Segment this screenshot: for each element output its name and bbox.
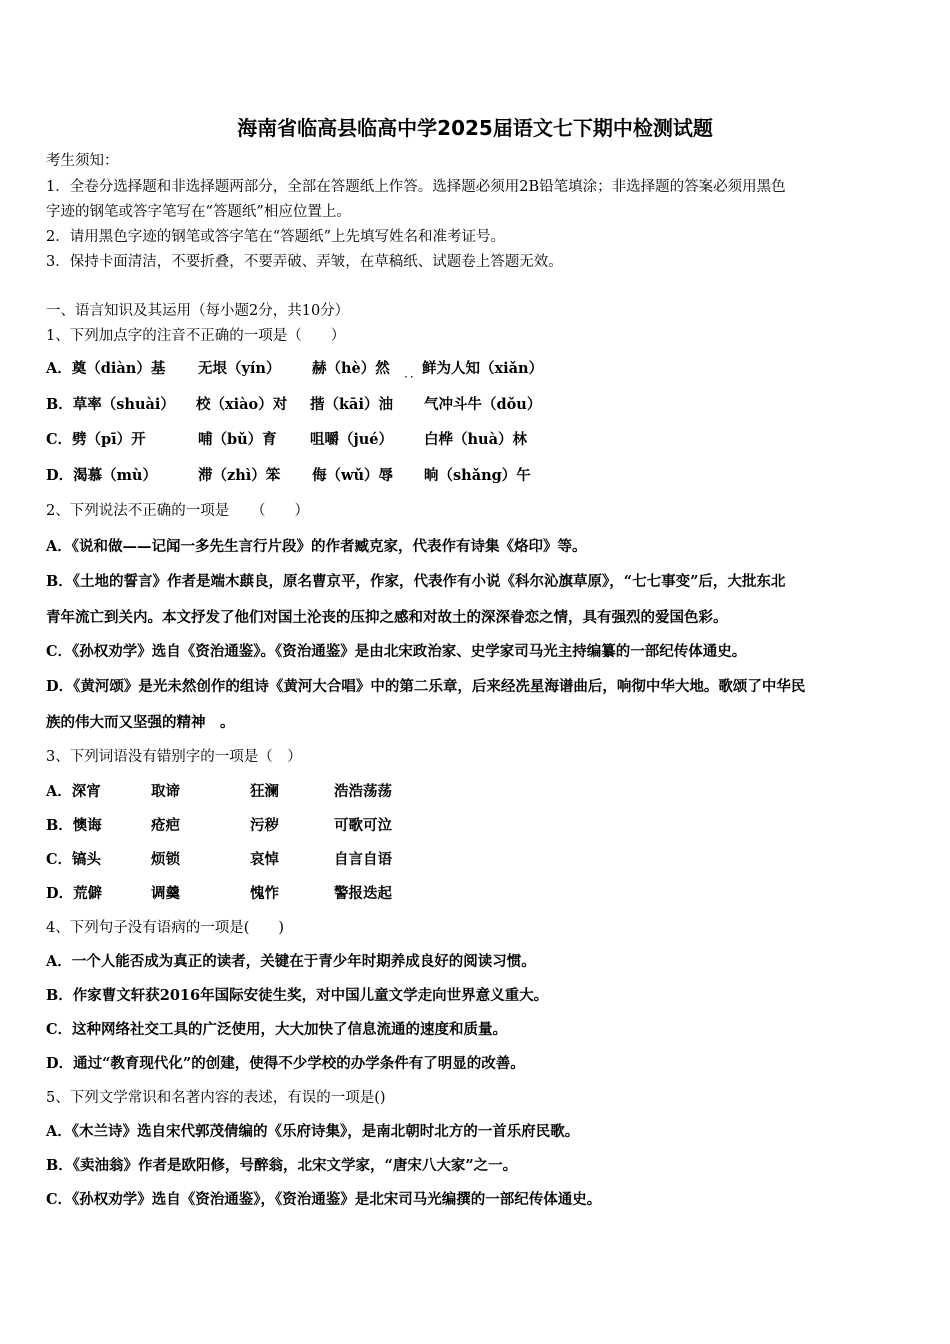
q3-d-2: 调羹	[151, 885, 180, 902]
q1-d-2: 滞（zhì）笨	[198, 467, 281, 484]
q1-a-4: 鲜为人知（xiǎn）	[422, 360, 544, 377]
q3-c-2: 烦锁	[151, 851, 180, 868]
q3-d-1: D．荒僻	[46, 885, 103, 902]
q3-d-3: 愧怍	[250, 885, 279, 902]
q4-c: C．这种网络社交工具的广泛使用，大大加快了信息流通的速度和质量。	[46, 1021, 508, 1038]
notice-item-1a: 1．全卷分选择题和非选择题两部分，全部在答题纸上作答。选择题必须用2B铅笔填涂；非选择题的答案必须用黑色	[46, 179, 786, 195]
q5-c: C．《孙权劝学》选自《资治通鉴》，《资治通鉴》是北宋司马光编撰的一部纪传体通史。	[46, 1191, 602, 1208]
q1-b-3: 揩（kāi）油	[310, 396, 393, 413]
q1-stem: 1、下列加点字的注音不正确的一项是（ ）	[46, 328, 346, 344]
notice-item-2: 2．请用黑色字迹的钢笔或答字笔在“答题纸”上先填写姓名和准考证号。	[46, 229, 506, 245]
q2-b2: 青年流亡到关内。本文抒发了他们对国土沦丧的压抑之感和对故土的深深眷恋之情，具有强烈的爱国色彩。	[46, 609, 728, 626]
q4-b: B．作家曹文轩获2016年国际安徒生奖，对中国儿童文学走向世界意义重大。	[46, 987, 549, 1004]
q2-c: C．《孙权劝学》选自《资治通鉴》。《资治通鉴》是由北宋政治家、史学家司马光主持编纂的一部纪传体通史。	[46, 643, 747, 660]
q3-b-4: 可歌可泣	[334, 817, 392, 834]
q1-c-2: 哺（bǔ）育	[198, 431, 277, 448]
q3-b-2: 疮疤	[151, 817, 180, 834]
q5-stem: 5、下列文学常识和名著内容的表述，有误的一项是()	[46, 1090, 386, 1106]
q3-a-4: 浩浩荡荡	[334, 783, 392, 800]
q1-d-3: 侮（wǔ）辱	[312, 467, 394, 484]
q2-d1: D．《黄河颂》是光未然创作的组诗《黄河大合唱》中的第二乐章，后来经冼星海谱曲后，响彻中华大地。歌颂了中华民	[46, 678, 806, 695]
q1-a-1: A．奠（diàn）基	[46, 360, 166, 377]
notice-item-1b: 字迹的钢笔或答字笔写在“答题纸”相应位置上。	[46, 204, 351, 220]
q5-a: A．《木兰诗》选自宋代郭茂倩编的《乐府诗集》，是南北朝时北方的一首乐府民歌。	[46, 1123, 580, 1140]
q3-c-3: 哀悼	[250, 851, 279, 868]
emphasis-dots: ··	[404, 370, 416, 384]
q4-stem: 4、下列句子没有语病的一项是( )	[46, 920, 285, 936]
q3-c-4: 自言自语	[334, 851, 392, 868]
q3-c-1: C．镐头	[46, 851, 102, 868]
q4-a: A．一个人能否成为真正的读者，关键在于青少年时期养成良好的阅读习惯。	[46, 953, 536, 970]
q1-b-2: 校（xiào）对	[196, 396, 288, 413]
notice-heading: 考生须知：	[46, 153, 119, 169]
q3-a-2: 取谛	[151, 783, 180, 800]
q2-stem: 2、下列说法不正确的一项是 （ ）	[46, 503, 309, 519]
q3-d-4: 警报迭起	[334, 885, 392, 902]
q3-a-3: 狂澜	[250, 783, 279, 800]
section-heading: 一、语言知识及其运用（每小题2分，共10分）	[46, 303, 350, 319]
q2-a: A．《说和做——记闻一多先生言行片段》的作者臧克家，代表作有诗集《烙印》等。	[46, 538, 587, 555]
q1-a-3: 赫（hè）然	[312, 360, 390, 377]
q1-c-1: C．劈（pī）开	[46, 431, 146, 448]
q2-d2: 族的伟大而又坚强的精神 。	[46, 714, 235, 731]
q3-a-1: A．深宵	[46, 783, 101, 800]
q1-b-4: 气冲斗牛（dǒu）	[424, 396, 542, 413]
q2-b1: B．《土地的誓言》作者是端木蕻良，原名曹京平，作家，代表作有小说《科尔沁旗草原》，“七七事变”后，大批东北	[46, 573, 786, 590]
q1-d-1: D．渴慕（mù）	[46, 467, 157, 484]
q3-stem: 3、下列词语没有错别字的一项是（ ）	[46, 749, 302, 765]
q4-d: D．通过“教育现代化”的创建，使得不少学校的办学条件有了明显的改善。	[46, 1055, 525, 1072]
q3-b-3: 污秽	[250, 817, 279, 834]
q1-b-1: B．草率（shuài）	[46, 396, 175, 413]
q3-b-1: B．懊诲	[46, 817, 102, 834]
q5-b: B．《卖油翁》作者是欧阳修，号醉翁，北宋文学家，“唐宋八大家”之一。	[46, 1157, 518, 1174]
q1-d-4: 晌（shǎng）午	[424, 467, 531, 484]
q1-c-3: 咀嚼（jué）	[310, 431, 394, 448]
page-title: 海南省临高县临高中学2025届语文七下期中检测试题	[237, 116, 713, 140]
q1-c-4: 白桦（huà）林	[424, 431, 527, 448]
notice-item-3: 3．保持卡面清洁，不要折叠，不要弄破、弄皱，在草稿纸、试题卷上答题无效。	[46, 254, 563, 270]
q1-a-2: 无垠（yín）	[198, 360, 281, 377]
